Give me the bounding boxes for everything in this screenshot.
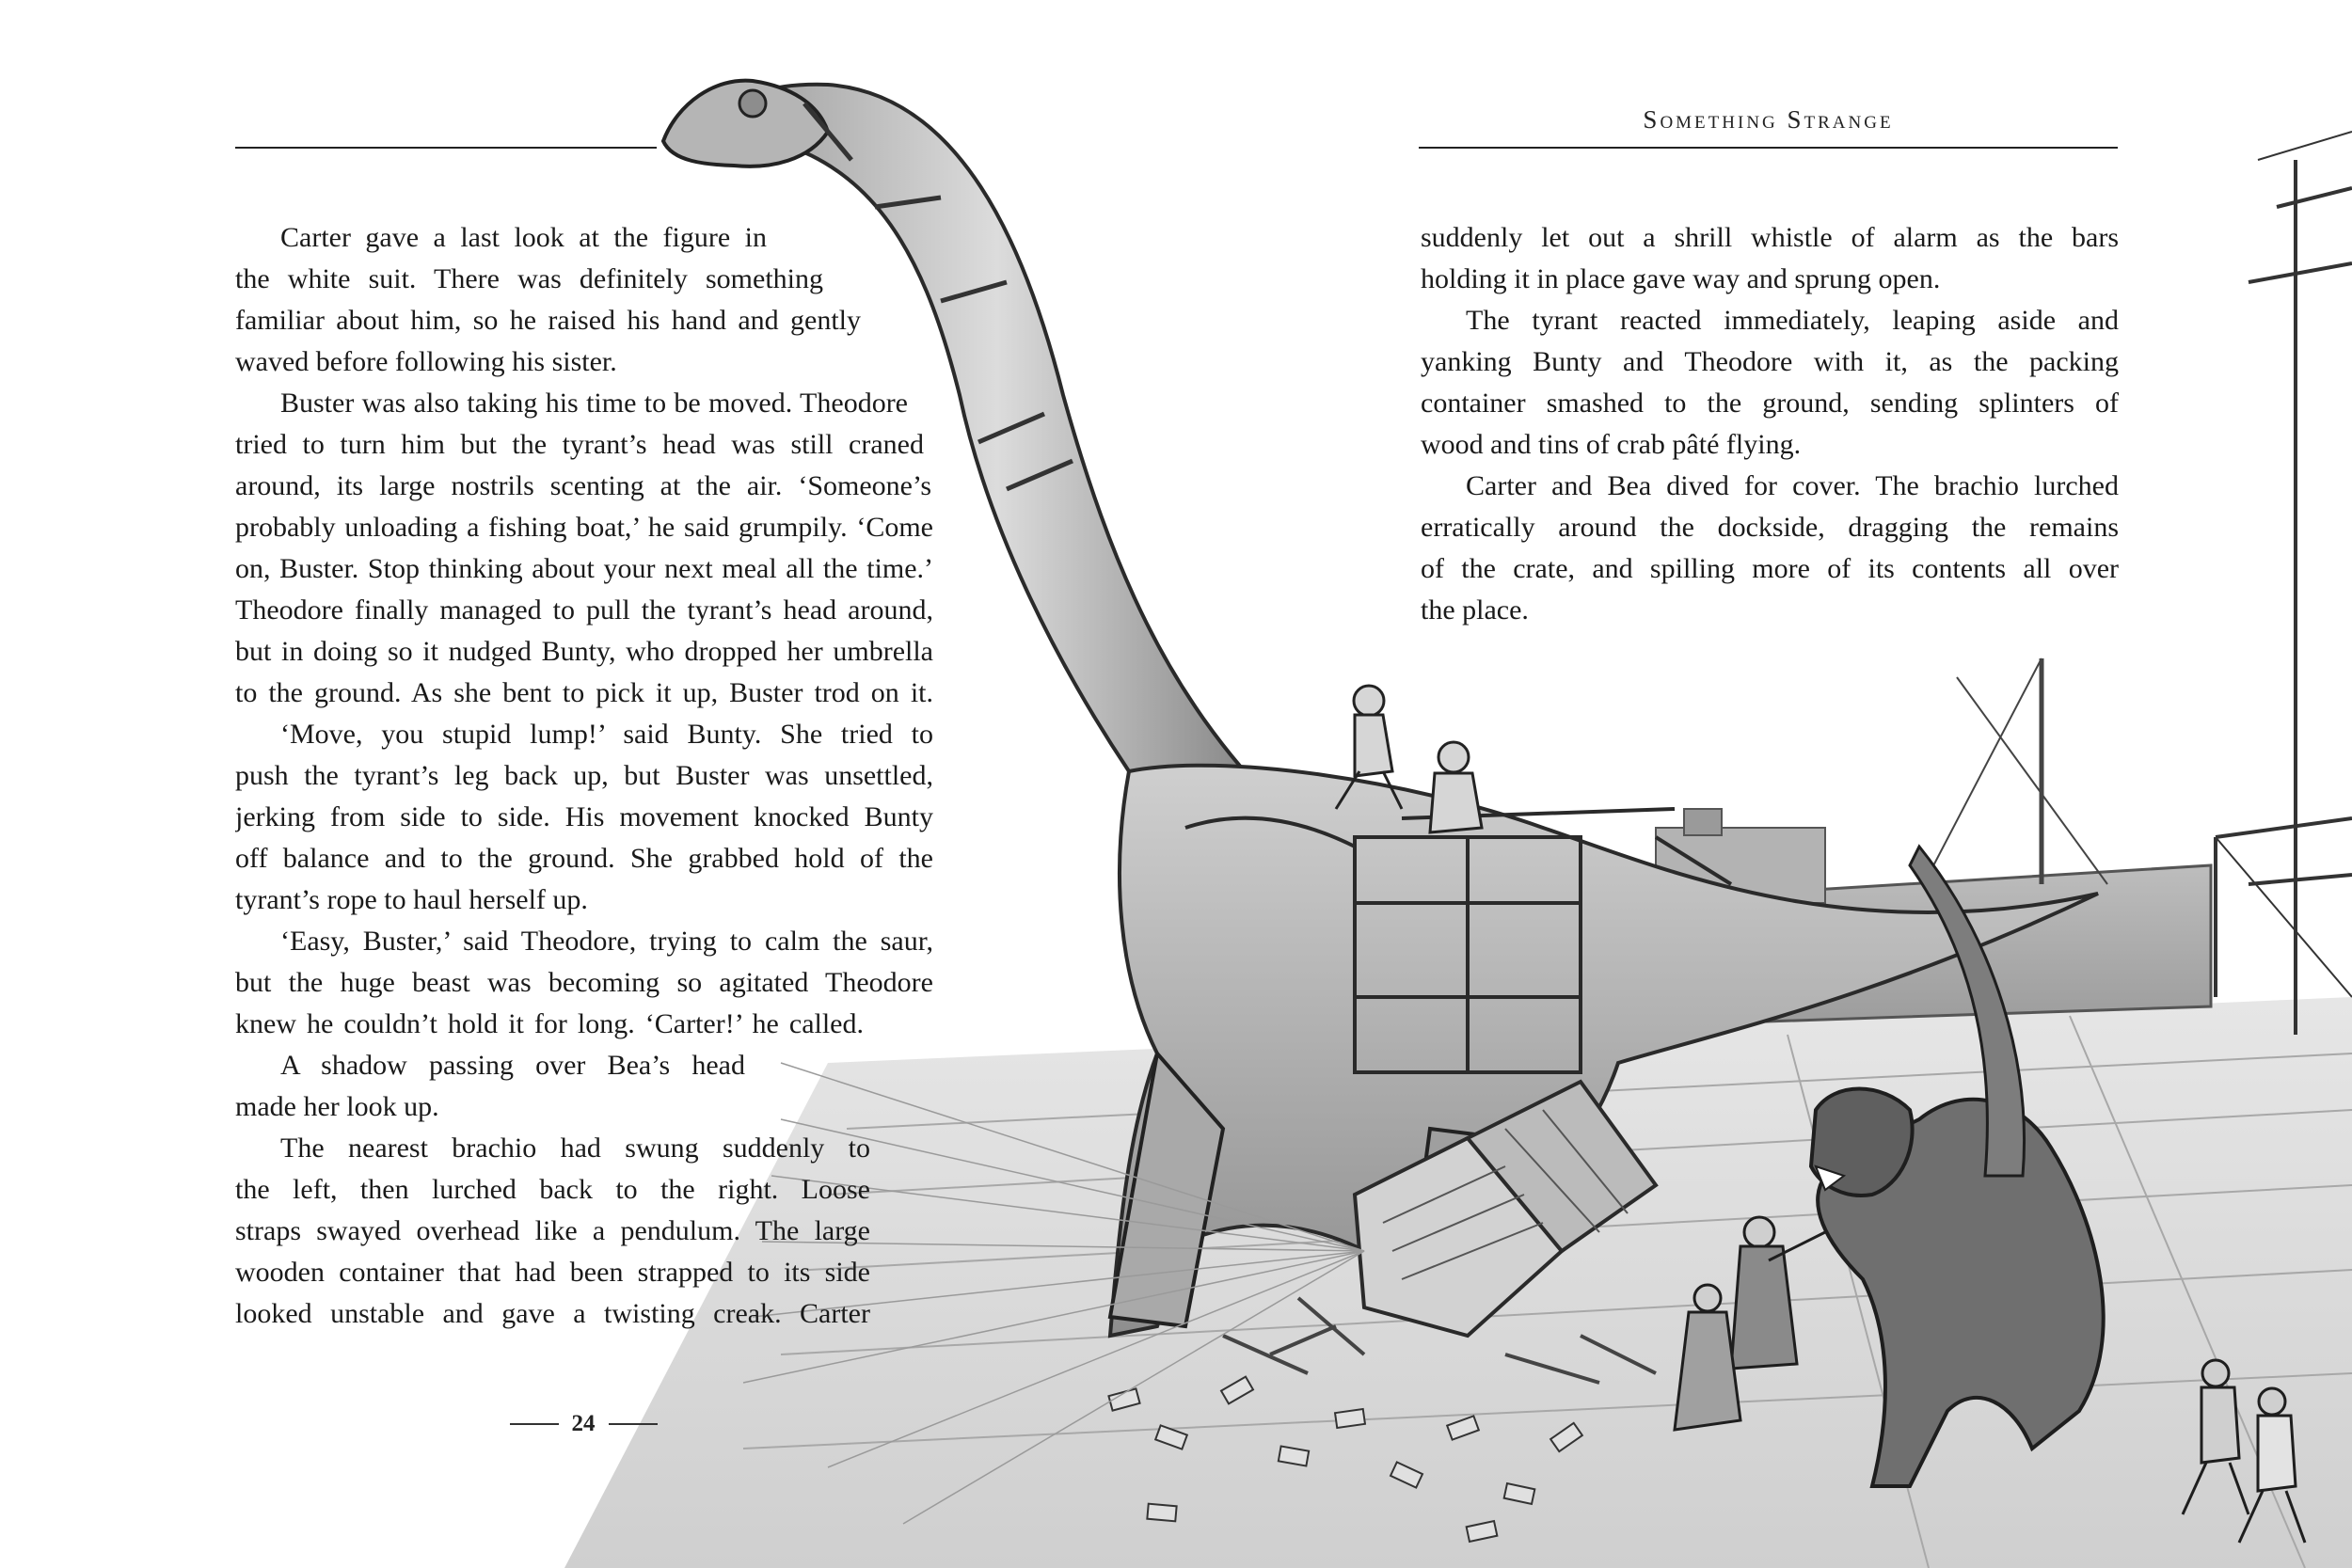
crane bbox=[2216, 132, 2352, 1035]
folio-dash-right bbox=[609, 1423, 658, 1425]
text-line: but in doing so it nudged Bunty, who dropped her umbrella bbox=[235, 636, 933, 667]
running-head: Something Strange bbox=[1643, 105, 1894, 134]
text-line: wood and tins of crab pâté flying. bbox=[1421, 429, 1802, 460]
header-rule-left bbox=[235, 147, 657, 149]
text-line: A shadow passing over Bea’s head bbox=[280, 1050, 745, 1081]
text-line: looked unstable and gave a twisting creak. Carter bbox=[235, 1298, 870, 1329]
text-line: tried to turn him but the tyrant’s head was still craned bbox=[235, 429, 924, 460]
text-line: Carter and Bea dived for cover. The brachio lurched bbox=[1466, 470, 2119, 501]
text-line: the place. bbox=[1421, 594, 1529, 626]
left-page-text bbox=[235, 217, 936, 1335]
text-line: The tyrant reacted immediately, leaping aside and bbox=[1466, 305, 2119, 336]
text-line: waved before following his sister. bbox=[235, 346, 617, 377]
text-line: ‘Easy, Buster,’ said Theodore, trying to calm the saur, bbox=[280, 926, 933, 957]
text-line: probably unloading a fishing boat,’ he said grumpily. ‘Come bbox=[235, 512, 933, 543]
text-line: the left, then lurched back to the right. Loose bbox=[235, 1174, 870, 1205]
text-line: holding it in place gave way and sprung open. bbox=[1421, 263, 1941, 294]
page-number bbox=[508, 1411, 659, 1437]
text-line: Buster was also taking his time to be moved. Theodore bbox=[280, 388, 908, 419]
text-line: to the ground. As she bent to pick it up, Buster trod on it. bbox=[235, 677, 933, 708]
right-page-text bbox=[1421, 217, 2119, 631]
text-line: around, its large nostrils scenting at the air. ‘Someone’s bbox=[235, 470, 931, 501]
text-line: push the tyrant’s leg back up, but Buster was unsettled, bbox=[235, 760, 933, 791]
text-line: tyrant’s rope to haul herself up. bbox=[235, 884, 588, 915]
text-line: erratically around the dockside, dragging the remains bbox=[1421, 512, 2119, 543]
text-line: Carter gave a last look at the figure in bbox=[280, 222, 767, 253]
text-line: jerking from side to side. His movement knocked Bunty bbox=[235, 801, 933, 832]
text-line: the white suit. There was definitely something bbox=[235, 263, 823, 294]
text-line: but the huge beast was becoming so agitated Theodore bbox=[235, 967, 933, 998]
text-line: Theodore finally managed to pull the tyrant’s head around, bbox=[235, 594, 933, 626]
page-number-text: 24 bbox=[571, 1411, 596, 1436]
folio-dash-left bbox=[510, 1423, 559, 1425]
text-line: on, Buster. Stop thinking about your next meal all the time.’ bbox=[235, 553, 933, 584]
text-line: familiar about him, so he raised his hand and gently bbox=[235, 305, 861, 336]
text-line: The nearest brachio had swung suddenly to bbox=[280, 1132, 870, 1164]
text-line: off balance and to the ground. She grabbed hold of the bbox=[235, 843, 933, 874]
text-line: made her look up. bbox=[235, 1091, 439, 1122]
text-line: wooden container that had been strapped to its side bbox=[235, 1257, 870, 1288]
text-line: suddenly let out a shrill whistle of alarm as the bars bbox=[1421, 222, 2119, 253]
text-line: straps swayed overhead like a pendulum. The large bbox=[235, 1215, 870, 1246]
text-line: knew he couldn’t hold it for long. ‘Carter!’ he called. bbox=[235, 1008, 864, 1039]
text-line: ‘Move, you stupid lump!’ said Bunty. She tried to bbox=[280, 719, 933, 750]
text-line: of the crate, and spilling more of its contents all over bbox=[1421, 553, 2119, 584]
text-line: yanking Bunty and Theodore with it, as the packing bbox=[1421, 346, 2119, 377]
text-line: container smashed to the ground, sending splinters of bbox=[1421, 388, 2119, 419]
header-rule-right bbox=[1419, 147, 2118, 149]
